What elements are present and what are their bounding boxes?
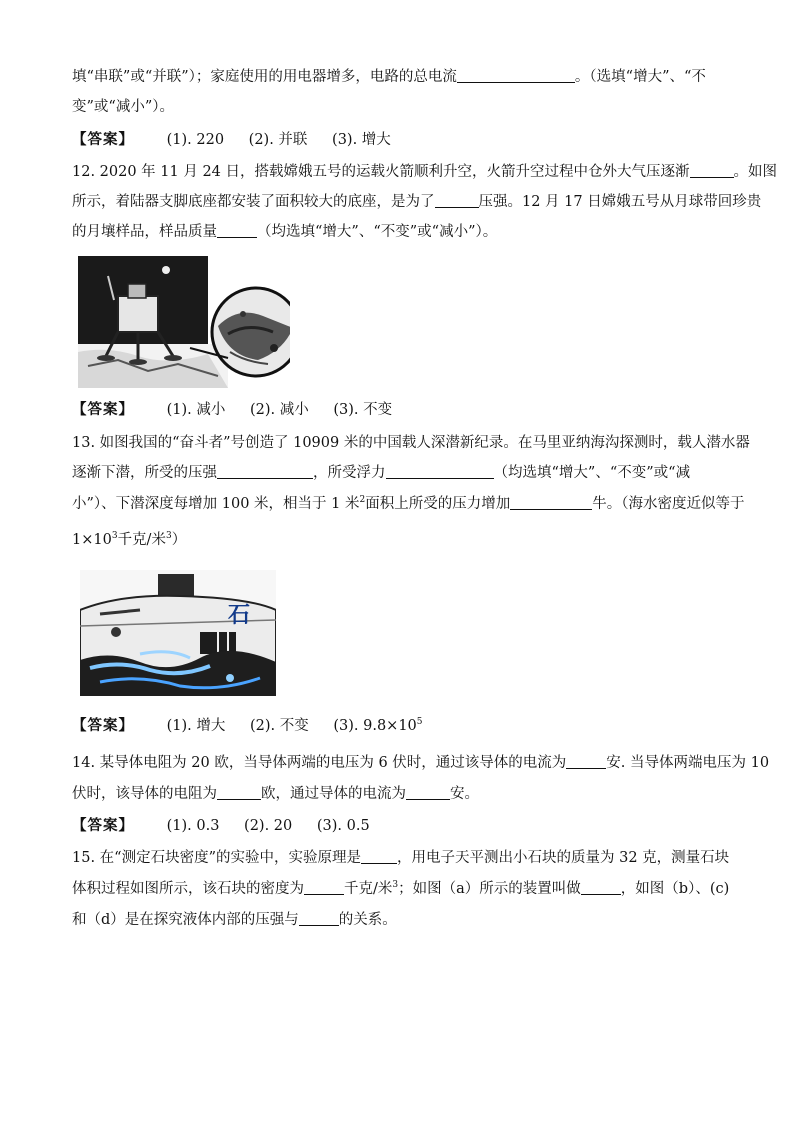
q11-line-1: 填“串联”或“并联”）；家庭使用的用电器增多，电路的总电流 。（选填“增大”、“不 — [72, 69, 706, 85]
q13-line-2: 逐渐下潜，所受的压强 ，所受浮力 （均选填“增大”、“不变”或“减 — [72, 465, 691, 481]
q15-line-2: 体积过程如图所示，该石块的密度为 千克/米$^3$；如图（a）所示的装置叫做 ，如图（b）、(c) — [72, 880, 730, 897]
q14-blank-2[interactable] — [217, 785, 261, 800]
q14-blank-3[interactable] — [406, 785, 450, 800]
q12-answer — [72, 400, 722, 420]
answer-item: (2). 不变 — [249, 718, 309, 734]
q15-line-1: 15. 在“测定石块密度”的实验中，实验原理是 ，用电子天平测出小石块的质量为 32 克，测量石块 — [72, 850, 730, 866]
q15-blank-1[interactable] — [361, 849, 397, 864]
q11-answer — [72, 130, 722, 150]
answer-tag: 【答案】 — [72, 717, 134, 734]
q13-answer — [72, 716, 722, 736]
q13-blank-1[interactable] — [217, 464, 313, 479]
q11-blank-current[interactable] — [457, 68, 575, 83]
q13-line-1: 13. 如图我国的“奋斗者”号创造了 10909 米的中国载人深潜新纪录。在马里亚纳海沟探测时，载人潜水器 — [72, 435, 750, 451]
answer-item: (2). 减小 — [249, 402, 309, 418]
q15-blank-4[interactable] — [299, 911, 339, 926]
q15-line-3: 和（d）是在探究液体内部的压强与 的关系。 — [72, 912, 397, 928]
submersible-text: 石 — [228, 602, 251, 628]
q14-answer — [72, 816, 722, 836]
q13-line-4: $1\times 10^3$千克/米$^3$） — [72, 531, 187, 548]
answer-item: (3). 0.5 — [316, 818, 370, 834]
q12-line-2: 所示，着陆器支脚底座都安装了面积较大的底座，是为了 压强。12 月 17 日嫦娥五号从月球带回珍贵 — [72, 194, 762, 210]
answer-item: (3). 增大 — [332, 132, 391, 148]
q15-blank-3[interactable] — [581, 880, 621, 895]
submersible-image — [80, 570, 276, 696]
answer-item: (2). 并联 — [248, 132, 308, 148]
q15-blank-2[interactable] — [304, 880, 344, 895]
answer-item: (1). 0.3 — [166, 818, 220, 834]
answer-tag: 【答案】 — [72, 817, 134, 834]
answer-tag: 【答案】 — [72, 401, 134, 418]
answer-item: (3). 不变 — [333, 402, 393, 418]
q12-line-3: 的月壤样品，样品质量 （均选填“增大”、“不变”或“减小”）。 — [72, 224, 498, 240]
q14-line-2: 伏时，该导体的电阻为 欧，通过导体的电流为 安。 — [72, 786, 479, 802]
q11-line-2: 变”或“减小”）。 — [72, 99, 174, 115]
q13-line-3: 小”）、下潜深度每增加 100 米，相当于 1 米$^2$面积上所受的压力增加 牛。（海水密度近似等于 — [72, 495, 745, 512]
answer-item: (2). 20 — [244, 818, 293, 834]
q13-blank-2[interactable] — [386, 464, 494, 479]
answer-tag: 【答案】 — [72, 131, 134, 148]
lunar-lander-icon — [78, 256, 290, 388]
q12-blank-3[interactable] — [217, 223, 257, 238]
q13-blank-3[interactable] — [510, 495, 592, 510]
submersible-icon — [80, 570, 276, 696]
q12-line-1: 12. 2020 年 11 月 24 日，搭载嫦娥五号的运载火箭顺利升空，火箭升空过程中仓外大气压逐渐 。如图 — [72, 164, 778, 180]
q14-line-1: 14. 某导体电阻为 20 欧，当导体两端的电压为 6 伏时，通过该导体的电流为 安. 当导体两端电压为 10 — [72, 755, 770, 771]
answer-item: (1). 减小 — [166, 402, 226, 418]
q12-blank-2[interactable] — [435, 193, 479, 208]
answer-item: (1). 220 — [166, 132, 225, 148]
q12-blank-1[interactable] — [690, 163, 734, 178]
lunar-lander-image — [78, 256, 290, 388]
answer-item: (3). $9.8\times 10^5$ — [333, 717, 423, 734]
q14-blank-1[interactable] — [566, 754, 606, 769]
answer-item: (1). 增大 — [166, 718, 226, 734]
